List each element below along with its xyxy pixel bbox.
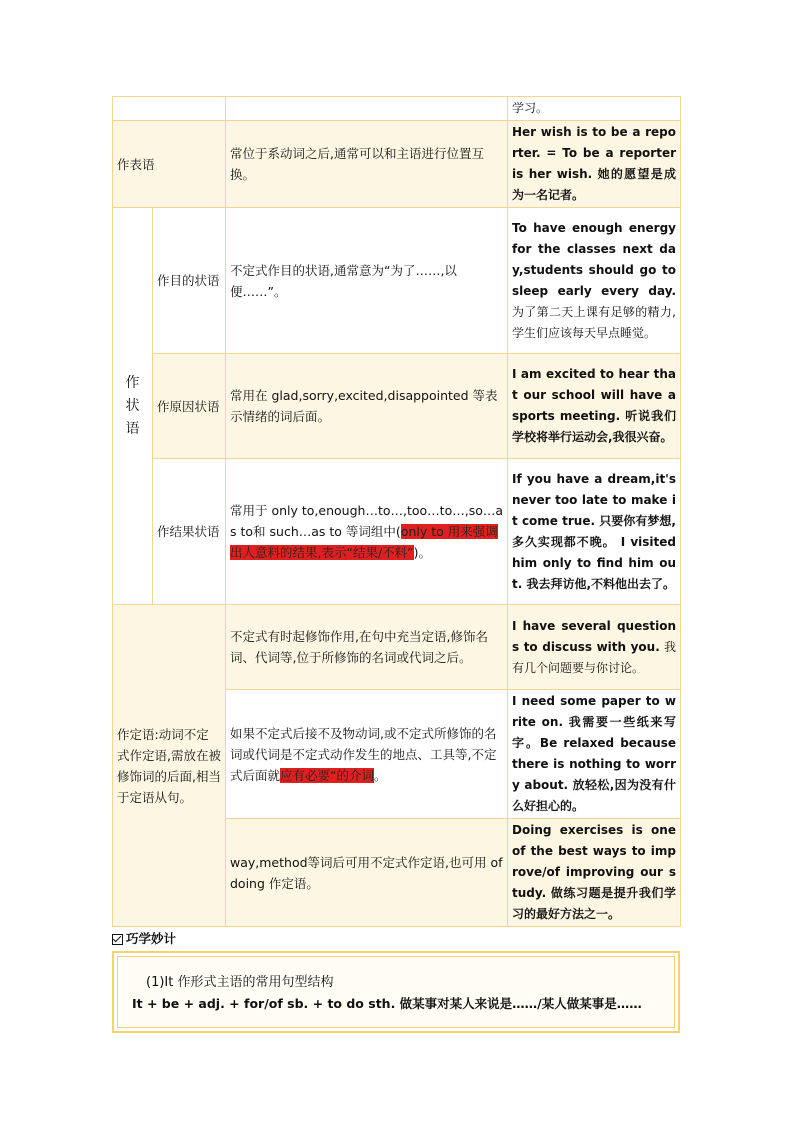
- table-row: [113, 208, 681, 354]
- example-cell: Her wish is to be a reporter. = To be a reporter is her wish. 她的愿望是成为一名记者。: [508, 121, 681, 208]
- label-char: 作: [125, 374, 140, 391]
- description-cell: [226, 459, 508, 605]
- highlighted-note: only to 用来强调出人意料的结果,表示“结果/不料”: [230, 524, 498, 560]
- example-english: I have several questions to discuss with you.: [512, 618, 676, 654]
- category-label-predicative: 作表语: [113, 121, 226, 208]
- category-label-adverbial: [113, 208, 153, 605]
- example-text: If you have a dream,it's never too late to make it come true. 只要你有梦想,多久实现都不晚。: [512, 471, 676, 549]
- empty-cell: [113, 97, 226, 121]
- description-cell: 不定式有时起修饰作用,在句中充当定语,修饰名词、代词等,位于所修饰的名词或代词之后。: [226, 605, 508, 690]
- category-label-attributive: 作定语:动词不定式作定语,需放在被修饰词的后面,相当于定语从句。: [113, 605, 226, 927]
- subcategory-purpose: 作目的状语: [153, 208, 226, 354]
- document-page: [112, 96, 680, 1033]
- section-title-text: 巧学妙计: [126, 931, 177, 946]
- example-cell: Doing exercises is one of the best ways to improve/of improving our study. 做练习题是提升我们学习的最好方法之一。: [508, 819, 681, 927]
- example-chinese: 为了第二天上课有足够的精力,学生们应该每天早点睡觉。: [512, 304, 676, 340]
- table-row: [113, 354, 681, 459]
- example-cell: 学习。: [508, 97, 681, 121]
- example-cell: [508, 605, 681, 690]
- example-english: To have enough energy for the classes next day,students should go to sleep early every day.: [512, 220, 676, 298]
- empty-cell: [226, 97, 508, 121]
- tip-box: [112, 951, 680, 1033]
- example-cell: [508, 208, 681, 354]
- description-text: 常用于 only to,enough…to…,too…to…,so…as to和 such…as to 等词组中(: [230, 503, 504, 539]
- table-row: [113, 121, 681, 208]
- subcategory-reason: 作原因状语: [153, 354, 226, 459]
- example-text: I visited him only to find him out. 我去拜访他,不料他出去了。: [512, 534, 676, 591]
- description-cell: [226, 690, 508, 819]
- label-char: 状: [125, 397, 140, 414]
- highlighted-note: 应有必要“的介词: [280, 767, 374, 783]
- table-row: [113, 459, 681, 605]
- tip-heading: (1)It 作形式主语的常用句型结构: [146, 975, 334, 990]
- tip-box-inner: [117, 956, 675, 1028]
- section-title: [112, 929, 680, 949]
- label-char: 语: [125, 420, 140, 437]
- infinitive-usage-table: [112, 96, 681, 927]
- example-cell: I am excited to hear that our school will have a sports meeting. 听说我们学校将举行运动会,我很兴奋。: [508, 354, 681, 459]
- description-text: 。: [374, 767, 387, 783]
- description-text: )。: [413, 545, 432, 560]
- subcategory-result: 作结果状语: [153, 459, 226, 605]
- description-cell: way,method等词后可用不定式作定语,也可用 of doing 作定语。: [226, 819, 508, 927]
- table-row: [113, 605, 681, 690]
- example-cell: I need some paper to write on. 我需要一些纸来写字。Be relaxed because there is nothing to worry about. 放轻松,因为没有什么好担心的。: [508, 690, 681, 819]
- tip-pattern: It + be + adj. + for/of sb. + to do sth. 做某事对某人来说是……/某人做某事是……: [132, 996, 642, 1011]
- example-chinese: 我有几个问题要与你讨论。: [512, 639, 676, 675]
- description-cell: 不定式作目的状语,通常意为“为了……,以便……”。: [226, 208, 508, 354]
- example-cell: [508, 459, 681, 605]
- description-text: 如果不定式后接不及物动词,或不定式所修饰的名词或代词是不定式动作发生的地点、工具等,不定式后面就: [230, 725, 497, 783]
- table-row: [113, 97, 681, 121]
- description-cell: 常位于系动词之后,通常可以和主语进行位置互换。: [226, 121, 508, 208]
- description-cell: 常用在 glad,sorry,excited,disappointed 等表示情绪的词后面。: [226, 354, 508, 459]
- checkbox-icon: [112, 934, 123, 945]
